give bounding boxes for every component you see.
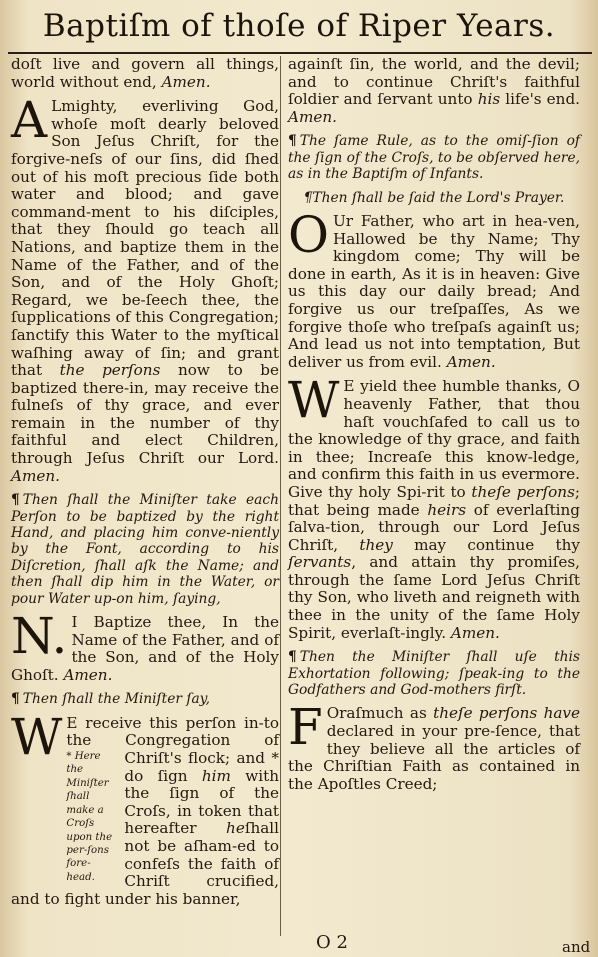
thanksgiving-heirs: heirs bbox=[427, 500, 467, 519]
pilcrow-mark: ¶ bbox=[303, 189, 313, 206]
thanksgiving-text-4: may continue thy bbox=[414, 535, 581, 554]
reception-he: he bbox=[226, 819, 245, 838]
rubric-dip-text: Then ſhall the Miniſter take each Perſon to be baptized by the right Hand, and placing him conve-niently by the Font, according to his Diſcretion, ſhall aſk the Name; and then ſhall dip him in the Water, or pour Water up-on him, ſaying, bbox=[11, 492, 279, 607]
pilcrow-mark: ¶ bbox=[11, 492, 20, 509]
reception-text: E receive this perſon in-to the Congregation of Chriſt's flock; and * bbox=[66, 713, 279, 768]
pilcrow-mark: ¶ bbox=[11, 691, 20, 708]
thanksgiving bbox=[288, 371, 581, 642]
lords-prayer-amen: Amen. bbox=[446, 352, 496, 371]
thanksgiving-text-2: ; that being made bbox=[288, 482, 581, 519]
dropcap-w: W bbox=[11, 707, 63, 766]
exhortation-text-2: declared in your pre-ſence, that they believe all the articles of the Chriſtian Faith as contained in the Apoſtles Creed; bbox=[288, 722, 580, 793]
right-lead-his: his bbox=[477, 90, 501, 109]
right-lead-text: againſt ſin, the world, and the devil; and to continue Chriſt's faithful ſoldier and ſervant unto bbox=[288, 55, 580, 109]
dropcap-o: O bbox=[288, 206, 329, 264]
rubric-lords-prayer bbox=[288, 190, 580, 206]
left-column bbox=[11, 56, 279, 915]
thanksgiving-they: they bbox=[359, 535, 393, 554]
rubric-say-text: Then ſhall the Miniſter ſay, bbox=[22, 691, 211, 708]
pilcrow-mark: ¶ bbox=[288, 649, 297, 666]
prayer-almighty-persons: the perſons bbox=[59, 361, 161, 380]
reception-formula bbox=[11, 707, 279, 909]
exhortation-text: Oraſmuch as bbox=[326, 704, 427, 723]
lords-prayer bbox=[288, 206, 580, 371]
left-lead-text: doſt live and govern all things, world without end, bbox=[11, 55, 279, 91]
thanksgiving-amen: Amen. bbox=[450, 623, 500, 642]
head-rule bbox=[8, 52, 592, 54]
lords-prayer-text: Ur Father, who art in hea-ven, Hallowed be thy Name; Thy kingdom come; Thy will be done in earth, As it is in heaven: Give us this day our daily bread; And forgive us our treſpaſſes, As we forgive thoſe who treſpaſs againſt us; And lead us not into temptation, But deliver us from evil. bbox=[288, 212, 580, 371]
exhortation-persons: theſe perſons have bbox=[433, 704, 580, 723]
rubric-dip bbox=[11, 492, 279, 607]
right-column bbox=[288, 56, 580, 800]
prayer-almighty-text: Lmighty, everliving God, whoſe moſt dearly beloved Son Jeſus Chriſt, for the forgive-neſs of our ſins, did ſhed out of his moſt precious ſide both water and blood; and gave command-ment to his diſciples, that they ſhould go teach all Nations, and baptize them in the Name of the Father, and of the Son, and of the Holy Ghoſt; Regard, we be-ſeech thee, the ſupplications of this Congregation; ſanctify this Water to the myſtical waſhing away of ſin; and grant that bbox=[11, 97, 279, 380]
dropcap-n: N. bbox=[11, 607, 68, 666]
prayer-almighty-text-end: now to be baptized there-in, may receive the fulneſs of thy grace, and ever remain in the number of thy faithful and elect Children, through Jeſus Chriſt our Lord. bbox=[11, 361, 279, 468]
running-head: Baptiſm of thoſe of Riper Years. bbox=[42, 8, 556, 44]
reception-text-2: do ſign bbox=[124, 766, 188, 785]
dropcap-w: W bbox=[288, 371, 340, 430]
margin-note: * Here the Miniſter ſhall make a Croſs upon the per-ſons fore-head. bbox=[66, 751, 113, 883]
reception-him: him bbox=[201, 766, 231, 785]
thanksgiving-persons: theſe perſons bbox=[471, 482, 575, 501]
rubric-exhortation bbox=[288, 649, 580, 698]
exhortation bbox=[288, 698, 580, 793]
catchword: and bbox=[562, 938, 591, 956]
rubric-same-rule-text: The ſame Rule, as to the omiſ-ſion of the ſign of the Croſs, to be obſerved here, as in the Baptiſm of Infants. bbox=[288, 133, 580, 183]
prayer-almighty bbox=[11, 91, 279, 485]
prayer-almighty-amen: Amen. bbox=[11, 466, 60, 485]
rubric-exhortation-text: Then the Miniſter ſhall uſe this Exhortation following; ſpeak-ing to the Godfathers and God-mothers firſt. bbox=[288, 649, 580, 699]
thanksgiving-servants: ſervants bbox=[288, 553, 352, 572]
reception-text-3: with the ſign of the Croſs, in token that hereafter bbox=[124, 766, 279, 838]
thanksgiving-text-5: , and attain thy promiſes, through the ſame Lord Jeſus Chriſt thy Son, who liveth and reigneth with thee in the unity of the ſame Holy Spirit, everlaſt-ingly. bbox=[288, 553, 580, 642]
left-lead bbox=[11, 56, 279, 91]
thanksgiving-text-3: of everlaſting ſalva-tion, through our Lord Jeſus Chriſt, bbox=[288, 500, 581, 554]
right-lead-amen: Amen. bbox=[288, 107, 337, 126]
baptism-formula-amen: Amen. bbox=[63, 665, 113, 684]
dropcap-a: A bbox=[11, 91, 48, 150]
right-lead-end: life's end. bbox=[505, 90, 580, 109]
pilcrow-mark: ¶ bbox=[288, 133, 297, 150]
right-lead bbox=[288, 56, 580, 126]
dropcap-f: F bbox=[288, 698, 323, 757]
reception-text-4: ſhall not be aſham-ed to confeſs the faith of Chriſt crucified, and to fight under his banner, bbox=[11, 819, 279, 908]
thanksgiving-text: E yield thee humble thanks, O heavenly Father, that thou haſt vouchſafed to call us to the knowledge of thy grace, and faith in thee; Increaſe this know-ledge, and confirm this faith in us evermore. Give thy holy Spi-rit to bbox=[288, 377, 580, 501]
baptism-formula bbox=[11, 607, 279, 684]
page-folio: O 2 bbox=[316, 932, 348, 953]
column-rule bbox=[280, 56, 281, 936]
baptism-formula-text: I Baptize thee, In the Name of the Father, and of the Son, and of the Holy Ghoſt. bbox=[11, 613, 279, 684]
left-lead-amen: Amen. bbox=[161, 72, 211, 91]
rubric-lords-prayer-text: Then ſhall be ſaid the Lord's Prayer. bbox=[312, 189, 565, 206]
rubric-same-rule bbox=[288, 133, 580, 182]
rubric-say bbox=[11, 691, 279, 707]
